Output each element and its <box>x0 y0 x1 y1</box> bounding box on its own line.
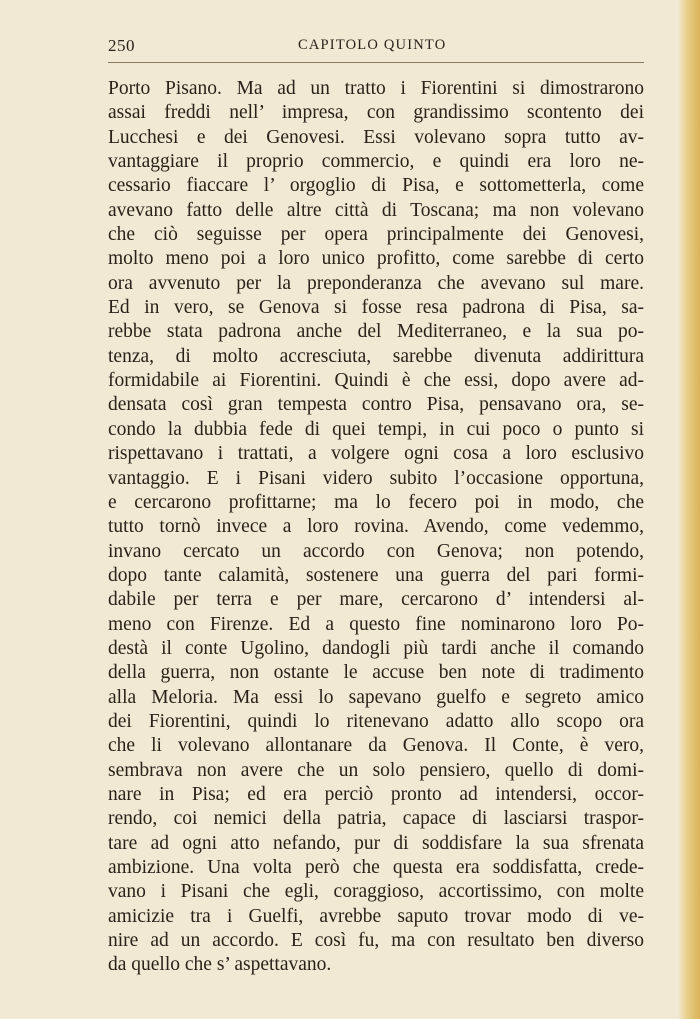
text-line: sembrava non avere che un solo pensiero, quello di domi- <box>108 759 644 781</box>
text-line: invano cercato un accordo con Genova; non potendo, <box>108 540 644 562</box>
text-line: dopo tante calamità, sostenere una guerra del pari formi- <box>108 564 644 586</box>
page-edge-shading <box>678 0 700 1019</box>
text-line: rispettavano i trattati, a volgere ogni cosa a loro esclusivo <box>108 443 644 465</box>
text-line: condo la dubbia fede di quei tempi, in cui poco o punto si <box>108 418 644 440</box>
text-line: che ciò seguisse per opera principalmente dei Genovesi, <box>108 224 644 246</box>
text-line: vantaggiare il proprio commercio, e quindi era loro ne- <box>108 151 644 173</box>
text-line: cessario fiaccare l’ orgoglio di Pisa, e sottometterla, come <box>108 175 644 197</box>
text-line: densata così gran tempesta contro Pisa, pensavano ora, se- <box>108 394 644 416</box>
text-line: dei Fiorentini, quindi lo ritenevano adatto allo scopo ora <box>108 710 644 732</box>
text-line: vano i Pisani che egli, coraggioso, accortissimo, con molte <box>108 881 644 903</box>
text-line: molto meno poi a loro unico profitto, come sarebbe di certo <box>108 248 644 270</box>
text-line: tenza, di molto accresciuta, sarebbe divenuta addirittura <box>108 345 644 367</box>
text-line: rebbe stata padrona anche del Mediterraneo, e la sua po- <box>108 321 644 343</box>
text-line: tare ad ogni atto nefando, pur di soddisfare la sua sfrenata <box>108 832 644 854</box>
text-line: amicizie tra i Guelfi, avrebbe saputo trovar modo di ve- <box>108 905 644 927</box>
header-rule <box>108 62 644 63</box>
running-head: CAPITOLO QUINTO <box>298 37 447 53</box>
text-line: Lucchesi e dei Genovesi. Essi volevano sopra tutto av- <box>108 126 644 148</box>
page-header <box>108 36 644 58</box>
page-number: 250 <box>108 36 135 55</box>
text-line: tutto tornò invece a loro rovina. Avendo, come vedemmo, <box>108 516 644 538</box>
text-line: formidabile ai Fiorentini. Quindi è che essi, dopo avere ad- <box>108 370 644 392</box>
text-line: ora avvenuto per la preponderanza che avevano sul mare. <box>108 272 644 294</box>
text-line: e cercarono profittarne; ma lo fecero poi in modo, che <box>108 491 644 513</box>
text-line: alla Meloria. Ma essi lo sapevano guelfo e segreto amico <box>108 686 644 708</box>
text-line: nire ad un accordo. E così fu, ma con resultato ben diverso <box>108 930 644 952</box>
text-line: nare in Pisa; ed era perciò pronto ad intendersi, occor- <box>108 783 644 805</box>
text-line: Porto Pisano. Ma ad un tratto i Fiorentini si dimostrarono <box>108 78 644 99</box>
text-line: assai freddi nell’ impresa, con grandissimo scontento dei <box>108 102 644 124</box>
text-line: dabile per terra e per mare, cercarono d’ intendersi al- <box>108 589 644 611</box>
text-line: destà il conte Ugolino, dandogli più tardi anche il comando <box>108 637 644 659</box>
text-line: meno con Firenze. Ed a questo fine nominarono loro Po- <box>108 613 644 635</box>
text-line: ambizione. Una volta però che questa era soddisfatta, crede- <box>108 857 644 878</box>
text-line: che li volevano allontanare da Genova. Il Conte, è vero, <box>108 735 644 757</box>
text-line: avevano fatto delle altre città di Toscana; ma non volevano <box>108 199 644 221</box>
text-line: da quello che s’ aspettavano. <box>108 954 332 976</box>
body-text <box>108 77 644 978</box>
text-line: della guerra, non ostante le accuse ben note di tradimento <box>108 662 644 684</box>
text-line: vantaggio. E i Pisani videro subito l’occasione opportuna, <box>108 467 644 489</box>
text-line: Ed in vero, se Genova si fosse resa padrona di Pisa, sa- <box>108 297 644 319</box>
text-line: rendo, coi nemici della patria, capace di lasciarsi traspor- <box>108 808 644 830</box>
